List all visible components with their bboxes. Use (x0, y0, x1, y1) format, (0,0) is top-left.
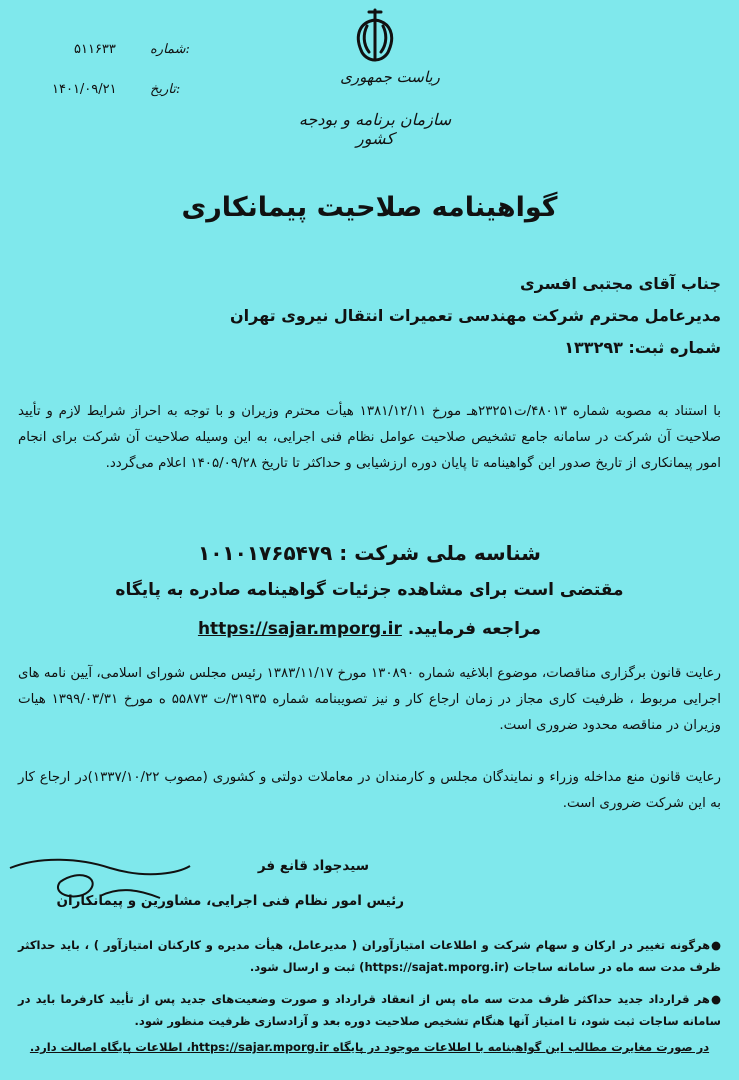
note-2: ●هر قرارداد جدید حداکثر ظرف مدت سه ماه پس از انعقاد قرارداد و صورت وضعیت‌های جدید پس از تأیید کارفرما باید در سامانه ساجات ثبت شود، تا امتیاز آنها هنگام تشخیص صلاحیت دوره بعد و آزادسازی ظرفیت منظور شود. (18, 992, 721, 1028)
signatory-name: سیدجواد قانع فر (257, 858, 369, 874)
national-id: شناسه ملی شرکت : ۱۰۱۰۱۷۶۵۴۷۹ (198, 541, 541, 565)
signatory-title: رئیس امور نظام فنی اجرایی، مشاورین و پیمانکاران (56, 893, 404, 909)
page-title: گواهینامه صلاحیت پیمانکاری (181, 192, 558, 223)
number-label: شماره: (150, 42, 190, 57)
portal-instruction: مقتضی است برای مشاهده جزئیات گواهینامه صادره به پایگاه (115, 580, 624, 600)
registration-number: شماره ثبت: ۱۳۳۲۹۳ (564, 338, 721, 357)
portal-link[interactable]: https://sajar.mporg.ir (197, 619, 402, 639)
date-label: تاریخ: (150, 82, 181, 97)
compliance-paragraph-1: رعایت قانون برگزاری مناقصات، موضوع ابلاغیه شماره ۱۳۰۸۹۰ مورخ ۱۳۸۳/۱۱/۱۷ رئیس مجلس شورای اسلامی، آیین نامه های اجرایی مربوط ، ظرفیت کاری مجاز در زمان ارجاع کار و نیز تصویبنامه شماره ۳۱۹۳۵/ت ۵۵۸۷۳ ه مورخ ۱۳۹۹/۰۳/۳۱ هیات وزیران در مناقصه محدود ضروری است. (18, 666, 721, 733)
body-paragraph: با استناد به مصوبه شماره ۴۸۰۱۳/ت۲۳۲۵۱هـ مورخ ۱۳۸۱/۱۲/۱۱ هیأت محترم وزیران و با توجه به احراز شرایط لازم و تأیید صلاحیت آن شرکت در سامانه جامع تشخیص صلاحیت عوامل نظام فنی اجرایی، به این وسیله صلاحیت آن شرکت برای انجام امور پیمانکاری از تاریخ صدور این گواهینامه تا پایان دوره ارزشیابی و حداکثر تا تاریخ ۱۴۰۵/۰۹/۲۸ اعلام می‌گردد. (18, 404, 722, 471)
portal-line (0, 619, 739, 639)
portal-suffix: مراجعه فرمایید. (407, 619, 542, 639)
recipient-position: مدیرعامل محترم شرکت مهندسی تعمیرات انتقال نیروی تهران (230, 306, 721, 325)
signature-icon (0, 838, 200, 928)
iran-emblem-icon (345, 6, 405, 66)
org-line-presidency: ریاست جمهوری (340, 68, 440, 86)
date-value: ۱۴۰۱/۰۹/۲۱ (52, 82, 117, 97)
compliance-paragraph-2: رعایت قانون منع مداخله وزراء و نمایندگان مجلس و کارمندان در معاملات دولتی و کشوری (مصوب ۱۳۳۷/۱۰/۲۲)در ارجاع کار به این شرکت ضروری است. (18, 770, 721, 811)
recipient-name: جناب آقای مجتبی افسری (519, 274, 721, 293)
footer-disclaimer: در صورت مغایرت مطالب این گواهینامه با اطلاعات موجود در پایگاه https://sajar.mporg.ir، اطلاعات پایگاه اصالت دارد. (29, 1040, 710, 1054)
org-line-plan-budget: سازمان برنامه و بودجه کشور (298, 110, 452, 148)
number-value: ۵۱۱۶۳۳ (74, 42, 116, 57)
note-1: ●هرگونه تغییر در ارکان و سهام شرکت و اطلاعات امتیازآوران ( مدیرعامل، هیأت مدیره و کارکنان امتیازآور ) ، باید حداکثر ظرف مدت سه ماه در سامانه ساجات (https://sajat.mporg.ir) ثبت و ارسال شود. (18, 938, 721, 974)
